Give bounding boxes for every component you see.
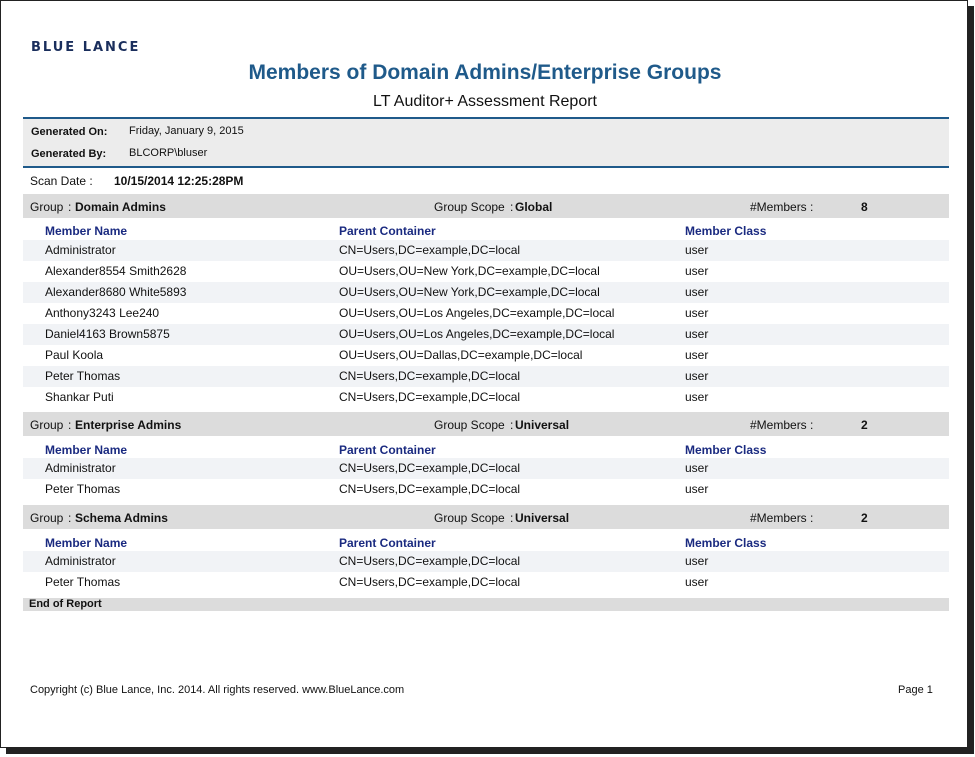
brand-logo: BLUE LANCE [31, 40, 141, 55]
col-member-name: Member Name [45, 536, 128, 550]
table-row: Peter Thomas CN=Users,DC=example,DC=local user [45, 575, 709, 589]
page-shadow-bottom [6, 748, 974, 754]
col-member-class: Member Class [685, 536, 767, 550]
col-member-name: Member Name [45, 443, 128, 457]
scope-value: Universal [515, 511, 570, 525]
group-name: Enterprise Admins [75, 418, 182, 432]
table-row: Peter Thomas CN=Users,DC=example,DC=local user [45, 482, 709, 496]
table-row: Administrator CN=Users,DC=example,DC=local user [23, 458, 949, 479]
table-row: Anthony3243 Lee240 OU=Users,OU=Los Angeles,DC=example,DC=local user [45, 306, 709, 320]
table-row: Peter Thomas CN=Users,DC=example,DC=local user [23, 366, 949, 387]
scope-label: Group Scope [434, 418, 505, 432]
col-member-class: Member Class [685, 224, 767, 238]
group-name: Schema Admins [75, 511, 168, 525]
table-row: Alexander8680 White5893 OU=Users,OU=New York,DC=example,DC=local user [23, 282, 949, 303]
footer-page-number: Page 1 [898, 684, 933, 696]
report-header-box [23, 117, 949, 168]
table-row: Paul Koola OU=Users,OU=Dallas,DC=example,DC=local user [45, 348, 709, 362]
generated-on-label: Generated On: [31, 126, 108, 138]
table-row: Alexander8554 Smith2628 OU=Users,OU=New York,DC=example,DC=local user [45, 264, 709, 278]
end-of-report-text: End of Report [29, 598, 102, 610]
table-row: Administrator CN=Users,DC=example,DC=local user [23, 551, 949, 572]
report-title: Members of Domain Admins/Enterprise Groups [248, 61, 722, 84]
group-label: Group [30, 200, 64, 214]
group-label: Group [30, 511, 64, 525]
table-row: Daniel4163 Brown5875 OU=Users,OU=Los Angeles,DC=example,DC=local user [23, 324, 949, 345]
members-label: #Members : [750, 511, 814, 525]
table-row: Shankar Puti CN=Users,DC=example,DC=local user [45, 390, 709, 404]
scope-value: Universal [515, 418, 570, 432]
report-subtitle: LT Auditor+ Assessment Report [373, 93, 597, 110]
group-label: Group [30, 418, 64, 432]
members-label: #Members : [750, 200, 814, 214]
table-row: Administrator CN=Users,DC=example,DC=local user [23, 240, 949, 261]
members-count: 2 [861, 418, 868, 432]
generated-on-value: Friday, January 9, 2015 [129, 125, 244, 137]
col-member-name: Member Name [45, 224, 128, 238]
end-of-report-band [23, 598, 949, 611]
group-name: Domain Admins [75, 200, 166, 214]
group-band: Group : Enterprise Admins Group Scope : Universal #Members : 2 [23, 412, 949, 436]
scope-label: Group Scope [434, 511, 505, 525]
group-band: Group : Schema Admins Group Scope : Universal #Members : 2 [23, 505, 949, 529]
scope-value: Global [515, 200, 553, 214]
group-band: Group : Domain Admins Group Scope : Global #Members : 8 [23, 194, 949, 218]
members-label: #Members : [750, 418, 814, 432]
col-member-class: Member Class [685, 443, 767, 457]
scope-label: Group Scope [434, 200, 505, 214]
scan-date-label: Scan Date : [30, 174, 93, 188]
col-parent-container: Parent Container [339, 443, 436, 457]
generated-by-label: Generated By: [31, 148, 107, 160]
col-parent-container: Parent Container [339, 536, 436, 550]
members-count: 2 [861, 511, 868, 525]
footer-copyright: Copyright (c) Blue Lance, Inc. 2014. All rights reserved. www.BlueLance.com [30, 684, 405, 696]
col-parent-container: Parent Container [339, 224, 436, 238]
members-count: 8 [861, 200, 868, 214]
page-shadow-right [968, 6, 974, 754]
generated-by-value: BLCORP\bluser [129, 147, 208, 159]
scan-date-value: 10/15/2014 12:25:28PM [114, 174, 244, 188]
